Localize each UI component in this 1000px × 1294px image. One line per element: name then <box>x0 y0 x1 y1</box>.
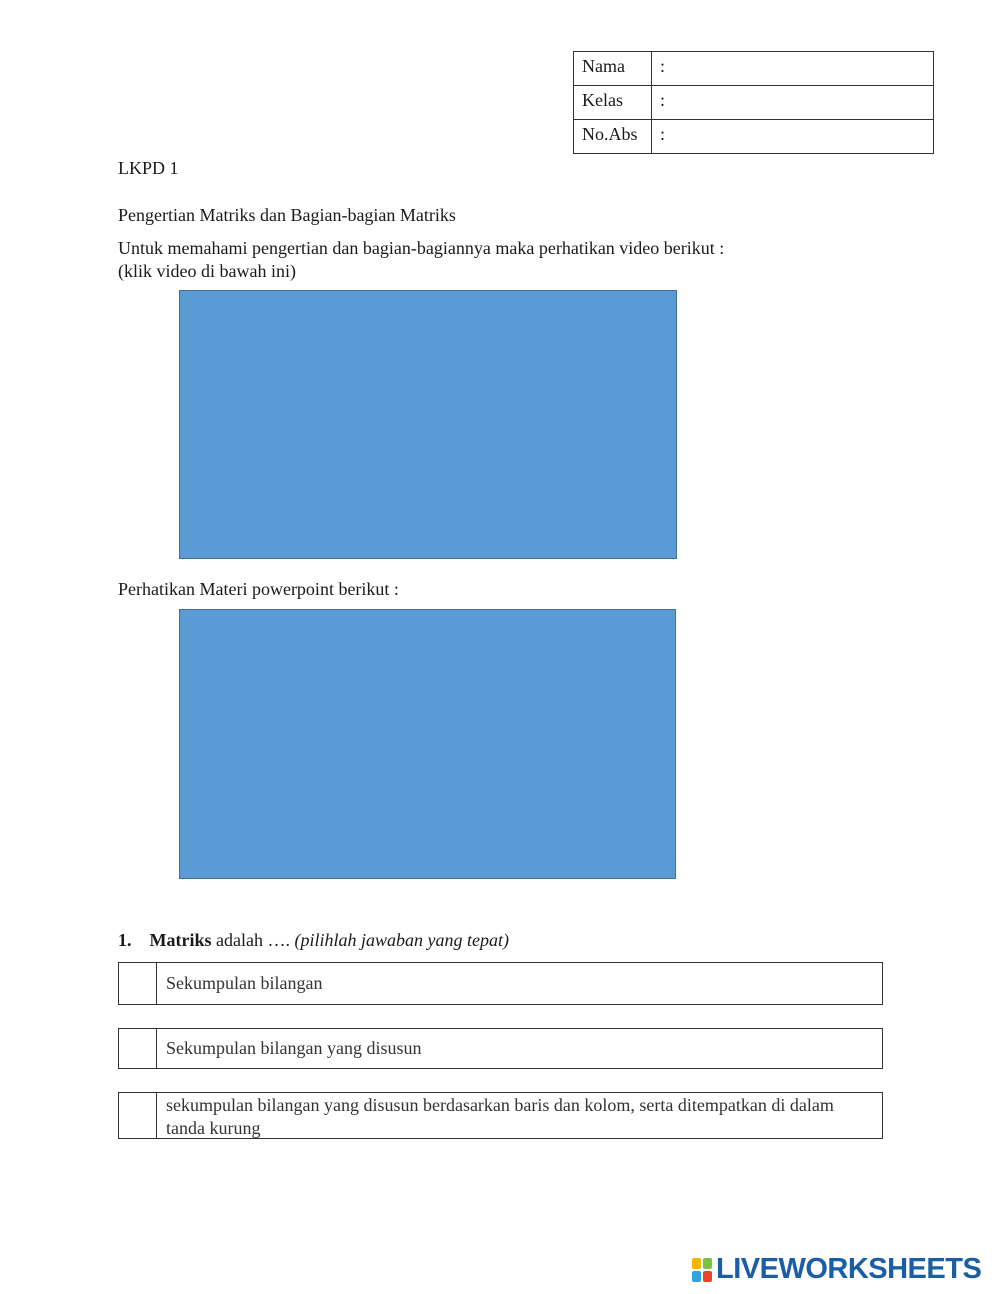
identity-label: Kelas <box>574 86 652 120</box>
brand-name: LIVEWORKSHEETS <box>716 1253 982 1285</box>
name-field[interactable]: : <box>652 52 934 86</box>
class-field[interactable]: : <box>652 86 934 120</box>
liveworksheets-mark-icon <box>692 1258 712 1282</box>
video-embed[interactable] <box>179 290 677 559</box>
question-term: Matriks <box>149 930 212 950</box>
answer-checkbox[interactable] <box>119 1093 157 1138</box>
question-1-title <box>118 929 509 952</box>
answer-checkbox[interactable] <box>119 1029 157 1068</box>
identity-label: Nama <box>574 52 652 86</box>
identity-row-kelas <box>574 86 934 120</box>
absence-number-field[interactable]: : <box>652 120 934 154</box>
question-hint: (pilihlah jawaban yang tepat) <box>294 930 509 950</box>
instruction-line-2: (klik video di bawah ini) <box>118 261 296 281</box>
identity-label: No.Abs <box>574 120 652 154</box>
answer-checkbox[interactable] <box>119 963 157 1004</box>
answer-option-2[interactable] <box>118 1028 883 1069</box>
answer-option-1[interactable] <box>118 962 883 1005</box>
powerpoint-embed[interactable] <box>179 609 676 879</box>
student-identity-table <box>573 51 934 154</box>
question-text: adalah …. <box>211 930 295 950</box>
ppt-instruction: Perhatikan Materi powerpoint berikut : <box>118 579 399 599</box>
identity-row-noabs <box>574 120 934 154</box>
answer-option-3[interactable] <box>118 1092 883 1139</box>
topic-title: Pengertian Matriks dan Bagian-bagian Matriks <box>118 205 456 225</box>
answer-text: sekumpulan bilangan yang disusun berdasarkan baris dan kolom, serta ditempatkan di dalam tanda kurung <box>166 1095 834 1138</box>
identity-row-nama <box>574 52 934 86</box>
worksheet-title: LKPD 1 <box>118 158 179 178</box>
answer-text: Sekumpulan bilangan yang disusun <box>166 1038 422 1058</box>
liveworksheets-logo <box>692 1253 981 1286</box>
instruction-line-1: Untuk memahami pengertian dan bagian-bagiannya maka perhatikan video berikut : <box>118 238 725 258</box>
answer-text: Sekumpulan bilangan <box>166 973 323 993</box>
question-number: 1. <box>118 930 132 950</box>
